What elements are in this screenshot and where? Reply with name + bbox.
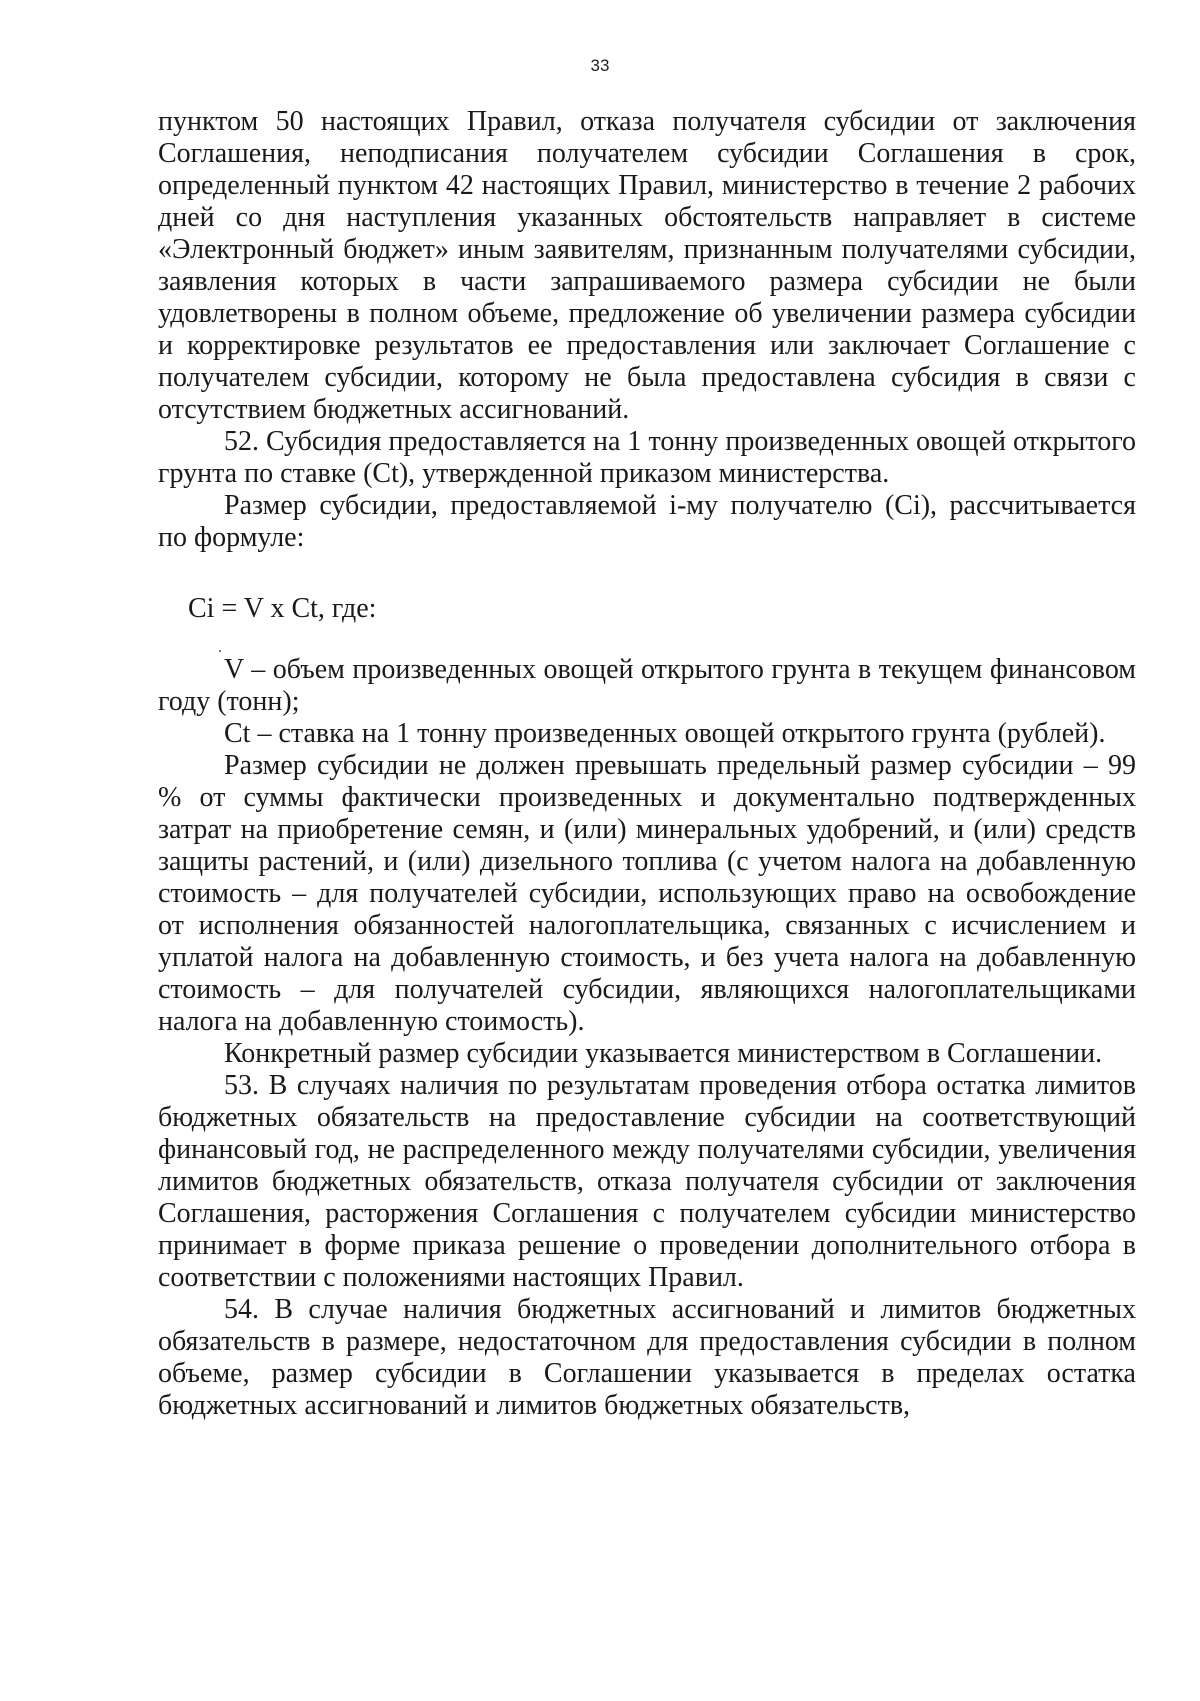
document-body	[158, 106, 1136, 1422]
paragraph-53: 53. В случаях наличия по результатам проведения отбора остатка лимитов бюджетных обязательств на предоставление субсидии на соответствующий финансовый год, не распределенного между получателями субсидии, увеличения лимитов бюджетных обязательств, отказа получателя субсидии от заключения Соглашения, расторжения Соглашения с получателем субсидии министерство принимает в форме приказа решение о проведении дополнительного отбора в соответствии с положениями настоящих Правил.	[158, 1070, 1136, 1293]
paragraph-subsidy-size: Размер субсидии, предоставляемой i-му получателю (Ci), рассчитывается по формуле:	[158, 490, 1136, 553]
formula: Ci = V x Ct, где:	[188, 593, 377, 624]
paragraph-52: 52. Субсидия предоставляется на 1 тонну произведенных овощей открытого грунта по ставке (Ct), утвержденной приказом министерства.	[158, 426, 1136, 489]
definition-ct: Ct – ставка на 1 тонну произведенных овощей открытого грунта (рублей).	[224, 718, 1106, 749]
paragraph-54: 54. В случае наличия бюджетных ассигнований и лимитов бюджетных обязательств в размере, недостаточном для предоставления субсидии в полном объеме, размер субсидии в Соглашении указывается в пределах остатка бюджетных ассигнований и лимитов бюджетных обязательств,	[158, 1294, 1136, 1421]
paragraph-continuation: пунктом 50 настоящих Правил, отказа получателя субсидии от заключения Соглашения, неподписания получателем субсидии Соглашения в срок, определенный пунктом 42 настоящих Правил, министерство в течение 2 рабочих дней со дня наступления указанных обстоятельств направляет в системе «Электронный бюджет» иным заявителям, признанным получателями субсидии, заявления которых в части запрашиваемого размера субсидии не были удовлетворены в полном объеме, предложение об увеличении размера субсидии и корректировке результатов ее предоставления или заключает Соглашение с получателем субсидии, которому не была предоставлена субсидия в связи с отсутствием бюджетных ассигнований.	[158, 106, 1136, 425]
definition-v: V – объем произведенных овощей открытого грунта в текущем финансовом году (тонн);	[158, 654, 1136, 717]
paragraph-limit: Размер субсидии не должен превышать предельный размер субсидии – 99 % от суммы фактически произведенных и документально подтвержденных затрат на приобретение семян, и (или) минеральных удобрений, и (или) средств защиты растений, и (или) дизельного топлива (с учетом налога на добавленную стоимость – для получателей субсидии, использующих право на освобождение от исполнения обязанностей налогоплательщика, связанных с исчислением и уплатой налога на добавленную стоимость, и без учета налога на добавленную стоимость – для получателей субсидии, являющихся налогоплательщиками налога на добавленную стоимость).	[158, 750, 1136, 1037]
page-number: 33	[590, 56, 610, 75]
paragraph-specific-size: Конкретный размер субсидии указывается министерством в Соглашении.	[224, 1038, 1103, 1069]
